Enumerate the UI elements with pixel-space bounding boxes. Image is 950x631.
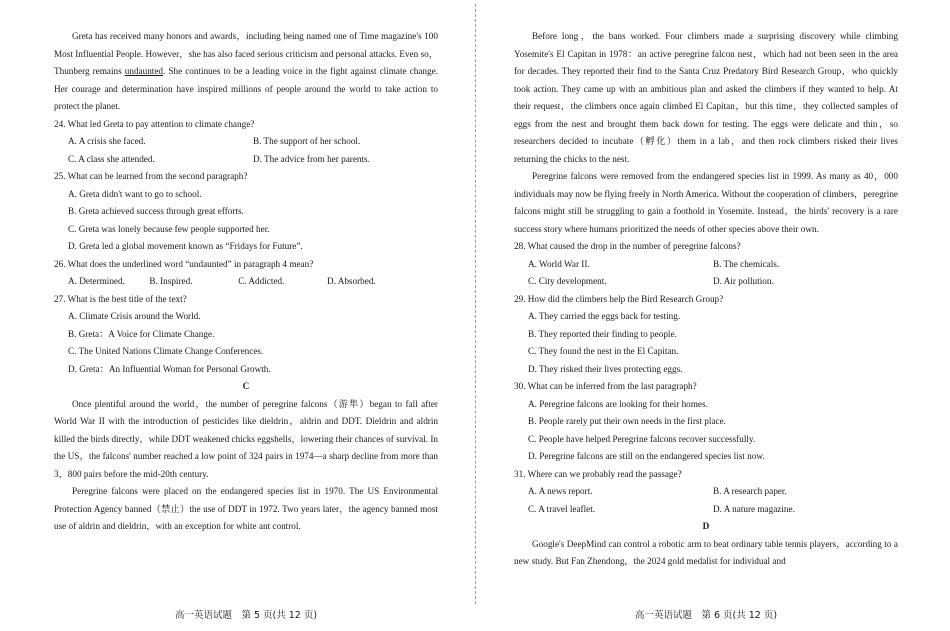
q29-option-a: A. They carried the eggs back for testing.	[528, 311, 681, 321]
q25-option-b: B. Greta achieved success through great efforts.	[68, 206, 244, 216]
q31-option-a: A. A news report.	[528, 486, 593, 496]
passage-c-paragraph-1: Once plentiful around the world，the number of peregrine falcons（游隼）began to fall after World War II with the introduction of pesticides like dieldrin，aldrin and DDT. Dieldrin and aldrin killed the birds directly，while DDT weakened chicks eggshells，lowering their chances of survival. In the US，the falcons' number reached a low point of 324 pairs in 1974—a sharp decline from more than 3，800 pairs before the mid-20th century.	[54, 398, 438, 479]
q24-options-row-2	[54, 151, 438, 169]
passage-d-paragraph-1: Google's DeepMind can control a robotic arm to beat ordinary table tennis players，according to a new study. But Fan Zhendong，the 2024 gold medalist for individual and	[514, 538, 898, 566]
q31-options-row-2	[514, 501, 898, 519]
q27-option-d: D. Greta：An Influential Woman for Personal Growth.	[68, 363, 271, 374]
page-6	[514, 0, 898, 631]
q31-options-row-1	[514, 483, 898, 501]
q27-option-c: C. The United Nations Climate Change Conferences.	[68, 346, 264, 356]
page-6-footer: 高一英语试题 第 6 页(共 12 页)	[634, 610, 778, 621]
q28-options-row-2	[514, 273, 898, 291]
q28-option-c: C. City development.	[528, 276, 607, 286]
question-25: 25. What can be learned from the second paragraph?	[54, 171, 248, 181]
q25-option-d: D. Greta led a global movement known as “Fridays for Future”.	[68, 241, 303, 251]
q27-option-b: B. Greta：A Voice for Climate Change.	[68, 328, 215, 339]
q26-options-row	[54, 273, 438, 291]
q31-option-b: B. A research paper.	[713, 486, 787, 496]
q30-option-c: C. People have helped Peregrine falcons recover successfully.	[528, 433, 756, 444]
question-29: 29. How did the climbers help the Bird Research Group?	[514, 293, 724, 304]
q29-option-b: B. They reported their finding to people.	[528, 328, 677, 339]
page-divider	[475, 4, 476, 604]
question-27: 27. What is the best title of the text?	[54, 293, 187, 304]
page-5	[54, 0, 438, 631]
page-5-footer: 高一英语试题 第 5 页(共 12 页)	[174, 610, 318, 621]
section-c-heading: C	[242, 381, 250, 391]
q26-option-d: D. Absorbed.	[326, 276, 376, 286]
question-28: 28. What caused the drop in the number of peregrine falcons?	[514, 241, 741, 251]
q24-option-c: C. A class she attended.	[68, 153, 155, 164]
q24-option-a: A. A crisis she faced.	[68, 136, 146, 146]
q27-option-a: A. Climate Crisis around the World.	[68, 311, 201, 321]
section-d-heading: D	[702, 521, 710, 531]
q28-option-d: D. Air pollution.	[713, 276, 774, 286]
q25-option-a: A. Greta didn't want to go to school.	[68, 188, 202, 199]
question-30: 30. What can be inferred from the last paragraph?	[514, 381, 697, 391]
q26-option-b: B. Inspired.	[149, 276, 193, 286]
q31-option-c: C. A travel leaflet.	[528, 503, 596, 514]
q25-option-c: C. Greta was lonely because few people supported her.	[68, 223, 270, 234]
question-31: 31. Where can we probably read the passage?	[514, 468, 682, 479]
q26-option-c: C. Addicted.	[238, 276, 285, 286]
q28-option-b: B. The chemicals.	[713, 258, 780, 269]
question-26: 26. What does the underlined word “undaunted” in paragraph 4 mean?	[54, 258, 314, 269]
underlined-word: undaunted	[124, 66, 164, 76]
passage-b-paragraph-4	[54, 28, 438, 116]
q24-option-d: D. The advice from her parents.	[253, 153, 370, 164]
q26-option-a: A. Determined.	[68, 276, 125, 286]
q24-options-row-1	[54, 133, 438, 151]
q28-option-a: A. World War II.	[528, 258, 590, 269]
q28-options-row-1	[514, 256, 898, 274]
text-run: Greta has received many honors and awards，including being named one of Time magazine's 100 Most Influential People. However，she has also faced serious criticism and personal attacks. Even so，Thunberg remains	[54, 31, 438, 76]
q24-option-b: B. The support of her school.	[253, 136, 361, 146]
q30-option-b: B. People rarely put their own needs in the first place.	[528, 416, 726, 426]
q30-option-d: D. Peregrine falcons are still on the endangered species list now.	[528, 451, 765, 461]
q29-option-d: D. They risked their lives protecting eggs.	[528, 363, 683, 374]
q30-option-a: A. Peregrine falcons are looking for their homes.	[528, 398, 708, 409]
page-5-content	[54, 0, 438, 536]
page-6-content	[514, 0, 898, 571]
text-run: . She continues to be a leading voice in the fight against climate change. Her courage and determination have inspired millions of people around the world to take action to protect the planet.	[54, 66, 438, 111]
question-24: 24. What led Greta to pay attention to climate change?	[54, 118, 255, 129]
q29-option-c: C. They found the nest in the El Capitan.	[528, 346, 679, 356]
passage-c-paragraph-3: Before long，the bans worked. Four climbers made a surprising discovery while climbing Yosemite's El Capitan in 1978：an active peregrine falcon nest，which had not been seen in the area for decades. They reported their find to the Santa Cruz Predatory Bird Research Group，who quickly took action. They came up with an ambitious plan and asked the climbers if they wanted to help. At their request，the climbers once again climbed El Capitan，but this time，they collected samples of eggs from the nest and brought them back down for testing. The eggs were delicate and thin，so researchers decided to incubate（孵化）them in a lab，and then rock climbers risked their lives returning the chicks to the nest.	[514, 31, 898, 164]
q31-option-d: D. A nature magazine.	[713, 503, 795, 514]
passage-c-paragraph-4: Peregrine falcons were removed from the endangered species list in 1999. As many as 40，000 individuals may now be flying freely in North America. Without the cooperation of climbers，peregrine falcons might still be struggling to gain a foothold in Yosemite. Instead，the birds' recovery is a rare success story where humans prioritized the needs of other species above their own.	[514, 171, 898, 234]
passage-c-paragraph-2: Peregrine falcons were placed on the endangered species list in 1970. The US Environmental Protection Agency banned（禁止）the use of DDT in 1972. Two years later，the agency banned most use of aldrin and dieldrin，with an exception for white ant control.	[54, 486, 438, 531]
